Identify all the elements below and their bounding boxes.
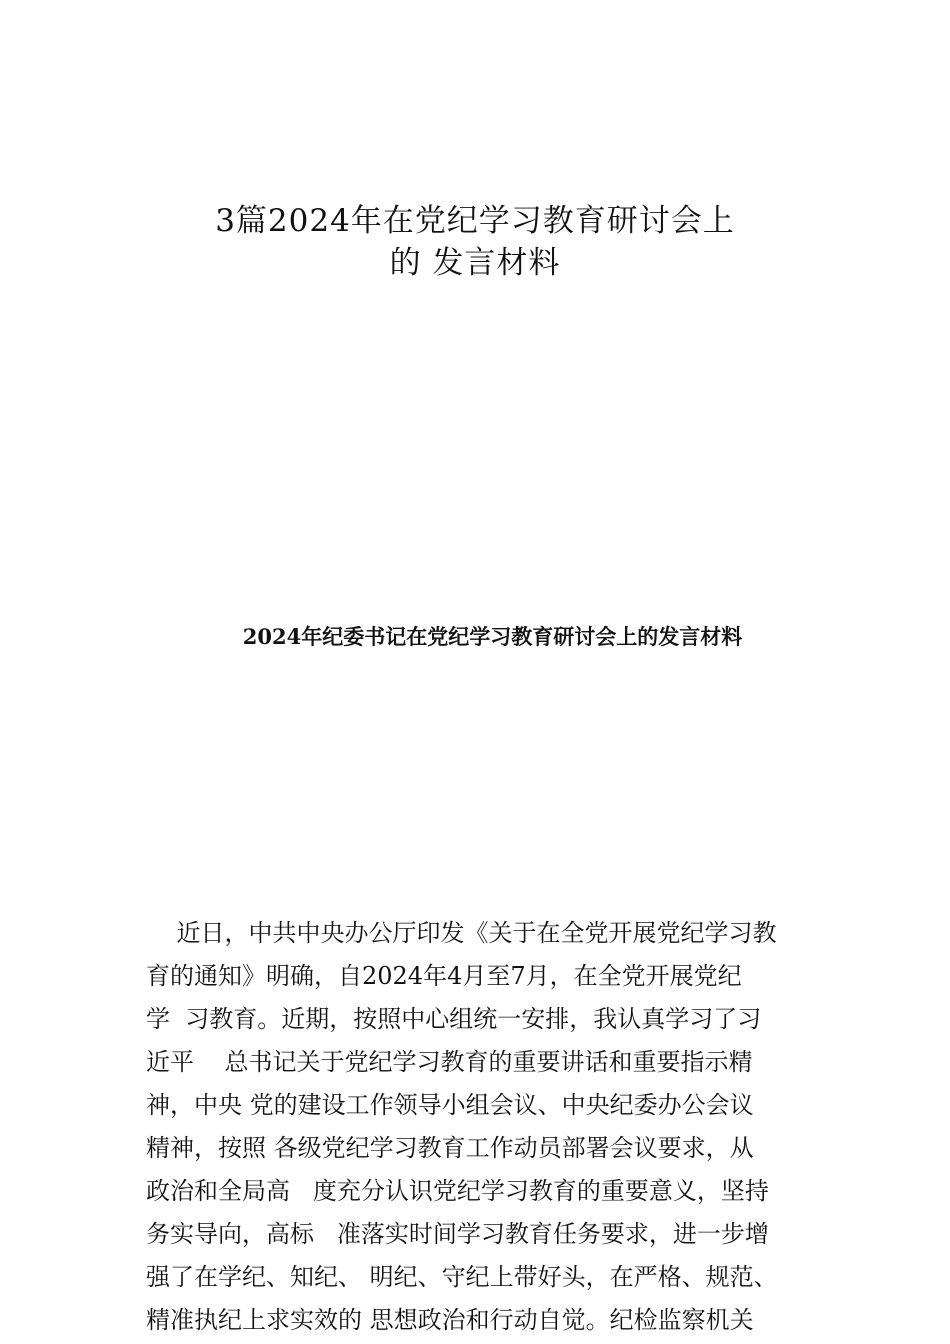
body-line: 学 习教育。近期，按照中心组统一安排，我认真学习了习 — [146, 1005, 762, 1033]
body-line: 务实导向，高标 准落实时间学习教育任务要求，进一步增 — [146, 1220, 769, 1248]
body-line: 精神，按照 各级党纪学习教育工作动员部署会议要求，从 — [146, 1134, 754, 1162]
body-line: 近日，中共中央办公厅印发《关于在全党开展党纪学习教 — [146, 919, 777, 947]
body-paragraph — [146, 912, 826, 1342]
body-line: 近平 总书记关于党纪学习教育的重要讲话和重要指示精 — [146, 1048, 753, 1076]
body-line: 神，中央 党的建设工作领导小组会议、中央纪委办公会议 — [146, 1091, 754, 1119]
body-line: 政治和全局高 度充分认识党纪学习教育的重要意义，坚持 — [146, 1177, 769, 1205]
title-line-2: 的 发言材料 — [389, 245, 561, 281]
body-line: 育的通知》明确，自2024年4月至7月，在全党开展党纪 — [146, 962, 742, 990]
document-title — [0, 200, 950, 284]
body-line: 精准执纪上求实效的 思想政治和行动自觉。纪检监察机关 — [146, 1306, 754, 1334]
title-line-1: 3篇2024年在党纪学习教育研讨会上 — [215, 203, 735, 239]
article-subtitle: 2024年纪委书记在党纪学习教育研讨会上的发言材料 — [242, 624, 743, 649]
body-line: 强了在学纪、知纪、 明纪、守纪上带好头，在严格、规范、 — [146, 1263, 778, 1291]
